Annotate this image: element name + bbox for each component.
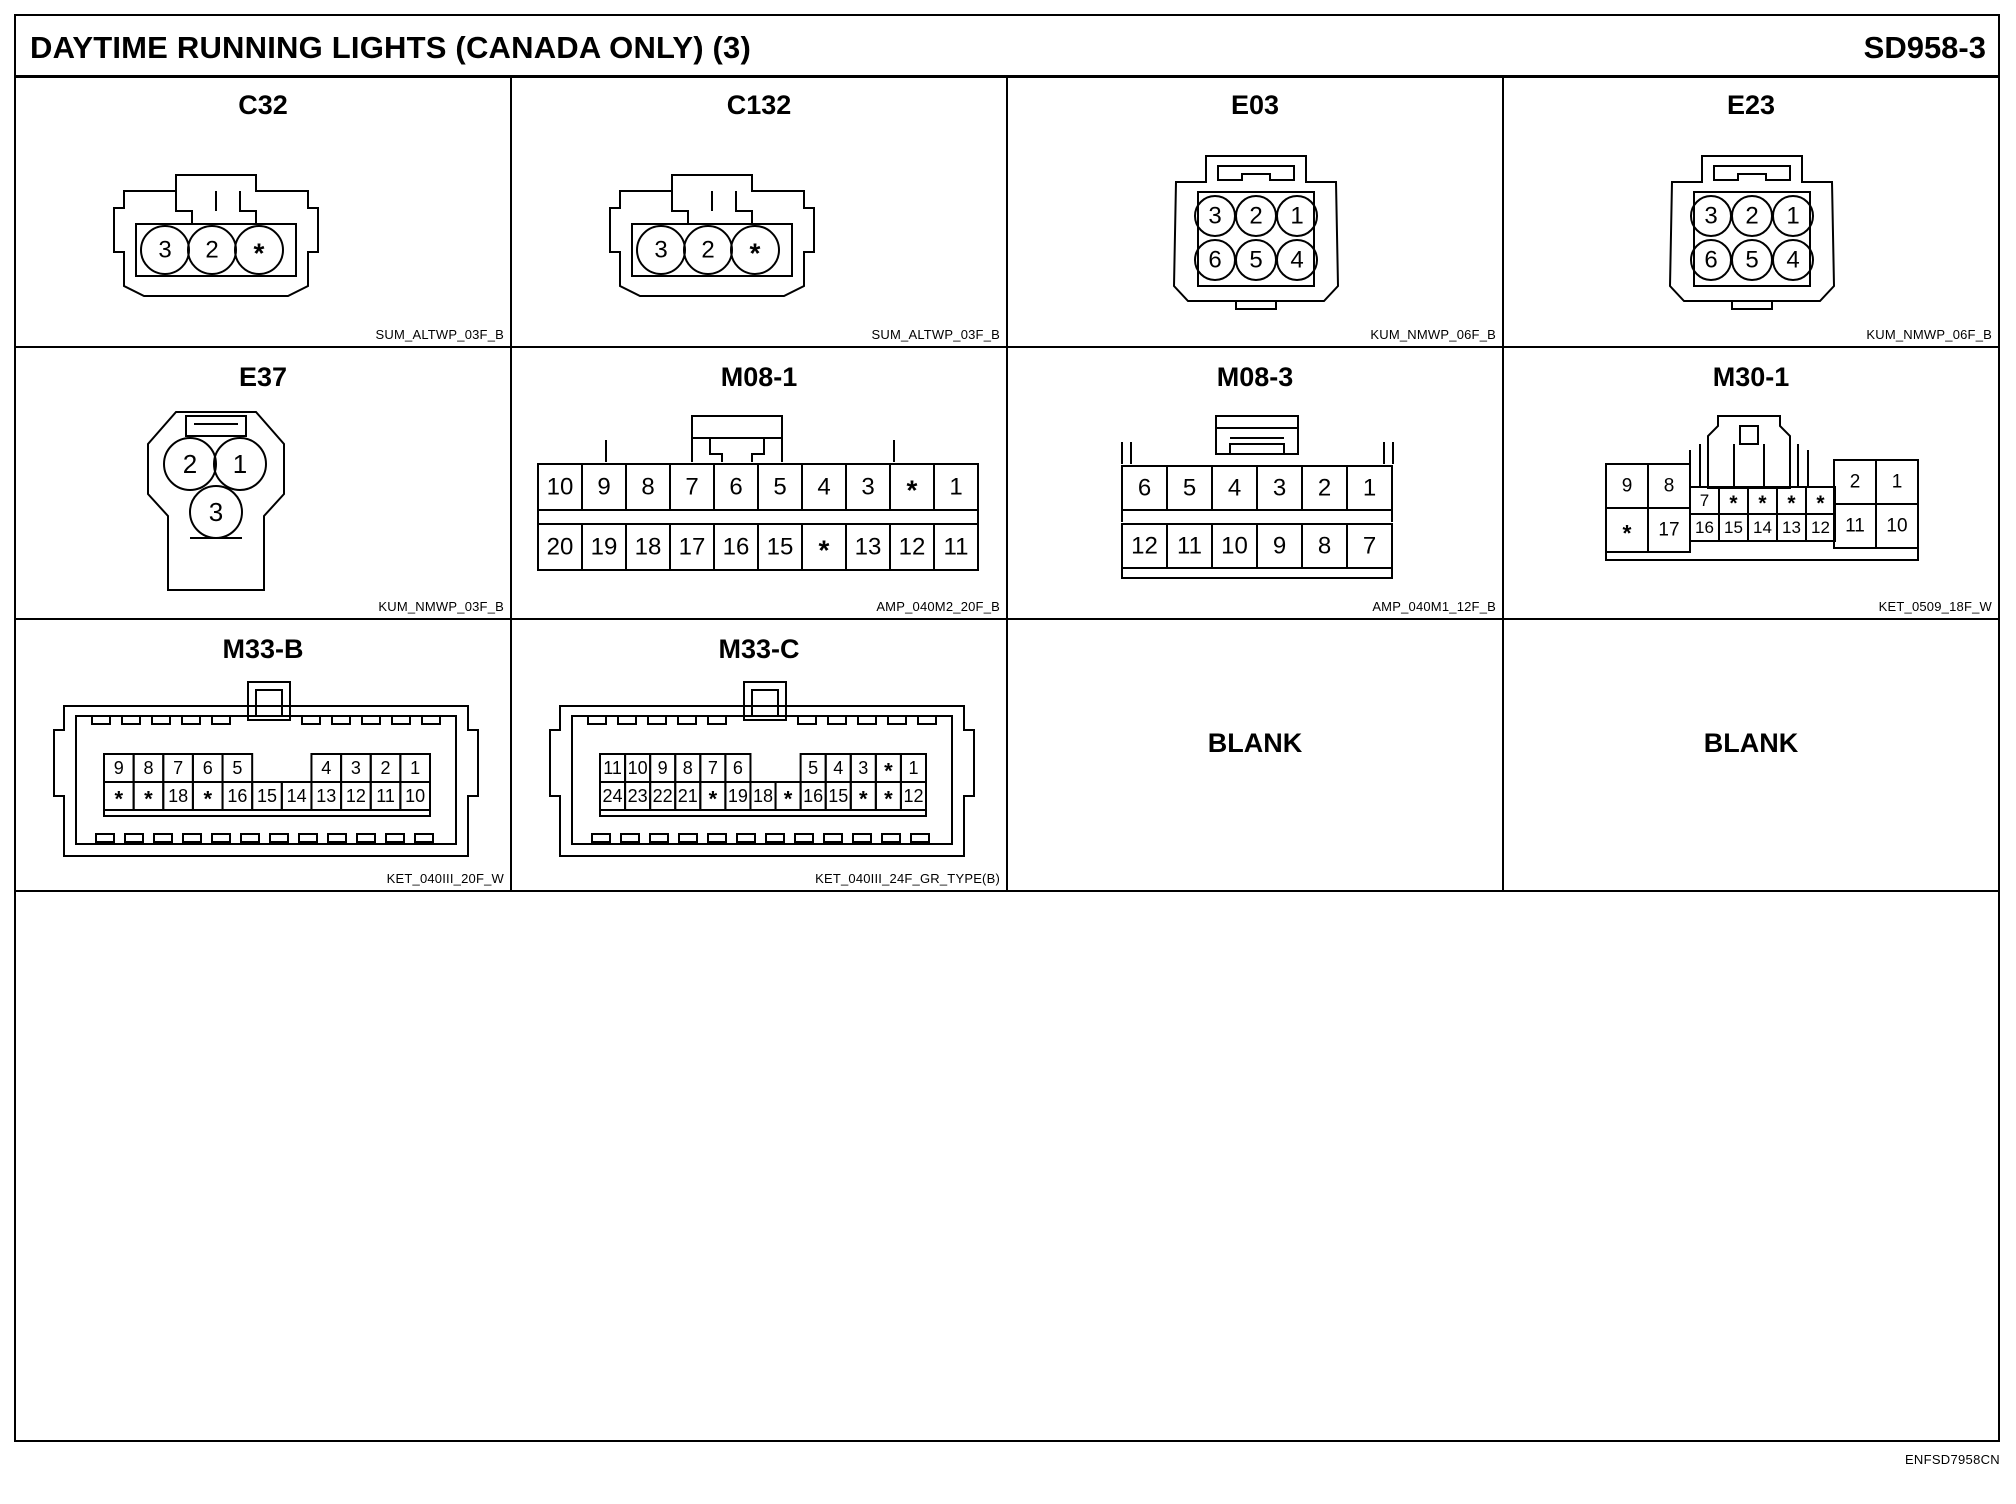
pin-label: 15: [256, 786, 278, 806]
keying-tooth: [882, 834, 900, 842]
pin-label: *: [253, 237, 265, 269]
pin-label: 13: [1782, 518, 1801, 537]
connector-label: M08-3: [1216, 362, 1294, 392]
keying-tooth: [678, 716, 696, 724]
pin-label: 1: [949, 473, 963, 501]
pin-label: 8: [1317, 532, 1332, 560]
keying-tooth: [152, 716, 170, 724]
pin-label: 14: [286, 786, 307, 806]
pin-label: 6: [729, 473, 743, 501]
connector-label: C32: [238, 90, 288, 120]
connector-cell: [1504, 620, 1998, 892]
keying-tooth: [299, 834, 317, 842]
pin-label: 6: [732, 758, 743, 778]
diagram-sheet: [14, 14, 2000, 1442]
pin-label: 5: [1182, 474, 1197, 502]
pin-label: 3: [208, 497, 224, 527]
pin-label: 14: [1753, 518, 1772, 537]
pin-label: 9: [657, 758, 668, 778]
pin-label: 4: [1227, 474, 1242, 502]
keying-tooth: [679, 834, 697, 842]
pin-label: *: [749, 237, 761, 269]
pin-label: 12: [345, 786, 366, 806]
latch-outline: [752, 690, 778, 716]
pin-label: 1: [1891, 471, 1903, 493]
latch-outline: [1734, 444, 1764, 488]
connector-diagram: [1504, 348, 2000, 618]
pin-label: 2: [1849, 471, 1861, 493]
connector-part-number: KET_040III_24F_GR_TYPE(B): [815, 871, 1000, 886]
connector-part-number: AMP_040M2_20F_B: [876, 599, 1000, 614]
guide-post: [606, 440, 894, 462]
connector-part-number: KET_040III_20F_W: [386, 871, 504, 886]
pin-label: 5: [232, 758, 243, 778]
connector-cell: [16, 620, 512, 892]
pin-label: 19: [590, 533, 618, 561]
connector-diagram: [16, 76, 512, 346]
keying-tooth: [648, 716, 666, 724]
pin-label: 6: [202, 758, 213, 778]
pin-label: 1: [1290, 202, 1304, 230]
pin-label: 16: [227, 786, 248, 806]
keying-tooth: [824, 834, 842, 842]
connector-cell: [16, 76, 512, 348]
keying-tooth: [212, 716, 230, 724]
pin-label: 4: [833, 758, 844, 778]
keying-tooth: [621, 834, 639, 842]
keying-tooth: [650, 834, 668, 842]
connector-diagram: [1008, 348, 1504, 618]
keying-tooth: [708, 716, 726, 724]
pin-label: *: [884, 786, 893, 812]
pin-label: *: [144, 786, 153, 812]
pin-label: 17: [678, 533, 706, 561]
connector-diagram: [1008, 76, 1504, 346]
pin-label: 12: [1811, 518, 1830, 537]
inner-outline: [572, 716, 952, 844]
latch-outline: [1216, 416, 1298, 454]
latch-outline: [256, 690, 282, 716]
keying-tooth: [270, 834, 288, 842]
keying-tooth: [302, 716, 320, 724]
key-tab: [1732, 301, 1772, 309]
keying-tooth: [92, 716, 110, 724]
pin-label: 21: [677, 786, 698, 806]
pin-label: 3: [350, 758, 361, 778]
latch-outline: [176, 191, 256, 224]
pin-label: *: [1622, 520, 1632, 546]
keying-tooth: [96, 834, 114, 842]
connector-label: C132: [726, 90, 792, 120]
pin-label: 17: [1658, 519, 1680, 541]
connector-cell: [512, 76, 1008, 348]
pin-label: 8: [143, 758, 154, 778]
connector-part-number: KUM_NMWP_03F_B: [378, 599, 504, 614]
keying-tooth: [212, 834, 230, 842]
connector-diagram: [16, 348, 512, 618]
pin-label: 5: [1745, 246, 1759, 274]
keying-tooth: [858, 716, 876, 724]
pin-label: 18: [634, 533, 662, 561]
pin-label: 20: [546, 533, 574, 561]
pin-label: 7: [1699, 491, 1710, 510]
connector-part-number: SUM_ALTWP_03F_B: [375, 327, 504, 342]
connector-cell: [1008, 348, 1504, 620]
pin-label: 9: [113, 758, 124, 778]
keying-tooth: [392, 716, 410, 724]
pin-label: 13: [316, 786, 337, 806]
pin-label: 3: [858, 758, 869, 778]
pin-label: 7: [173, 758, 184, 778]
pin-label: 2: [1249, 202, 1263, 230]
empty-area: [16, 892, 1998, 1440]
latch-outline: [744, 682, 786, 720]
keying-tooth: [853, 834, 871, 842]
pin-label: 2: [1745, 202, 1759, 230]
connector-cell: [16, 348, 512, 620]
keying-tooth: [708, 834, 726, 842]
latch-outline: [1714, 166, 1790, 180]
keying-tooth: [828, 716, 846, 724]
pin-label: 3: [1208, 202, 1222, 230]
pin-label: 1: [232, 449, 248, 479]
pin-label: *: [884, 758, 893, 784]
connector-label: M33-B: [222, 634, 304, 664]
latch-outline: [248, 682, 290, 720]
blank-label: BLANK: [1207, 728, 1303, 758]
keying-tooth: [415, 834, 433, 842]
pin-label: 11: [603, 758, 622, 778]
pin-label: 10: [1886, 515, 1908, 537]
keying-tooth: [795, 834, 813, 842]
pin-label: 11: [376, 786, 395, 806]
keying-tooth: [386, 834, 404, 842]
pin-label: *: [906, 474, 918, 506]
latch-outline: [1740, 426, 1758, 444]
connector-diagram: [512, 348, 1008, 618]
pin-label: 7: [685, 473, 699, 501]
connector-diagram: [16, 620, 512, 890]
connector-label: M08-1: [720, 362, 798, 392]
keying-tooth: [241, 834, 259, 842]
keying-tooth: [125, 834, 143, 842]
pin-label: *: [859, 786, 868, 812]
connector-part-number: KUM_NMWP_06F_B: [1866, 327, 1992, 342]
keying-tooth: [183, 834, 201, 842]
pin-label: *: [114, 786, 124, 812]
pin-label: 22: [652, 786, 673, 806]
latch-outline: [1218, 166, 1294, 180]
pin-label: 18: [168, 786, 189, 806]
keying-tooth: [588, 716, 606, 724]
pin-label: *: [1787, 492, 1796, 515]
page-title: DAYTIME RUNNING LIGHTS (CANADA ONLY) (3): [30, 30, 752, 65]
pin-label: *: [1816, 492, 1825, 515]
connector-part-number: AMP_040M1_12F_B: [1372, 599, 1496, 614]
pin-label: 19: [727, 786, 748, 806]
keying-tooth: [798, 716, 816, 724]
pin-label: 2: [701, 236, 715, 264]
housing-outline: [1606, 548, 1918, 560]
connector-label: M33-C: [718, 634, 800, 664]
pin-label: *: [203, 786, 213, 812]
pin-label: 11: [1845, 515, 1865, 537]
pin-label: 7: [707, 758, 718, 778]
keying-tooth: [357, 834, 375, 842]
pin-label: 12: [898, 533, 926, 561]
connector-label: M30-1: [1712, 362, 1790, 392]
keying-tooth: [618, 716, 636, 724]
divider-strip: [538, 510, 978, 524]
pin-label: 16: [803, 786, 824, 806]
pin-label: 8: [682, 758, 693, 778]
pin-label: 12: [903, 786, 924, 806]
pin-label: 1: [908, 758, 919, 778]
connector-diagram: [1504, 76, 2000, 346]
keying-tooth: [328, 834, 346, 842]
keying-tooth: [182, 716, 200, 724]
pin-label: 5: [808, 758, 819, 778]
keying-tooth: [888, 716, 906, 724]
pin-label: 9: [597, 473, 611, 501]
pin-label: *: [783, 786, 793, 812]
pin-label: 5: [773, 473, 787, 501]
pin-label: 12: [1131, 532, 1158, 560]
divider-strip: [1122, 510, 1392, 522]
connector-cell: [1008, 620, 1504, 892]
pin-label: *: [818, 534, 830, 566]
connector-label: E23: [1726, 90, 1776, 120]
keying-tooth: [332, 716, 350, 724]
pin-label: 4: [817, 473, 831, 501]
pin-label: 15: [766, 533, 794, 561]
pin-label: 11: [1177, 532, 1202, 560]
pin-label: 10: [627, 758, 648, 778]
latch-outline: [692, 438, 782, 462]
connector-part-number: KET_0509_18F_W: [1878, 599, 1992, 614]
connector-diagram: [512, 76, 1008, 346]
pin-label: 1: [1362, 474, 1377, 502]
pin-label: 3: [861, 473, 875, 501]
pin-label: 9: [1621, 475, 1633, 497]
pin-label: 1: [1786, 202, 1800, 230]
connector-diagram: [512, 620, 1008, 890]
connector-cell: [512, 348, 1008, 620]
blank-label: BLANK: [1703, 728, 1799, 758]
pin-label: 4: [321, 758, 332, 778]
pin-label: 2: [380, 758, 391, 778]
keying-tooth: [737, 834, 755, 842]
pin-label: 4: [1290, 246, 1304, 274]
pin-label: 5: [1249, 246, 1263, 274]
pin-label: 10: [405, 786, 426, 806]
connector-part-number: SUM_ALTWP_03F_B: [871, 327, 1000, 342]
housing-outline: [1122, 568, 1392, 578]
pin-label: 3: [1272, 474, 1287, 502]
latch-outline: [672, 191, 752, 224]
latch-outline: [186, 416, 246, 436]
keying-tooth: [154, 834, 172, 842]
pin-label: *: [1758, 492, 1767, 515]
pin-label: 1: [410, 758, 421, 778]
keying-tooth: [918, 716, 936, 724]
pin-label: 2: [1317, 474, 1332, 502]
title-bar: [16, 16, 1998, 78]
pin-label: 6: [1704, 246, 1718, 274]
pin-label: 16: [722, 533, 750, 561]
pin-label: 3: [654, 236, 668, 264]
pin-label: 3: [1704, 202, 1718, 230]
pin-label: 11: [943, 533, 969, 561]
sheet-code: SD958-3: [1863, 30, 1986, 65]
pin-label: 2: [182, 449, 198, 479]
connector-label: E37: [238, 362, 288, 392]
pin-label: 23: [627, 786, 648, 806]
pin-label: 10: [1221, 532, 1248, 560]
pin-label: 3: [158, 236, 172, 264]
pin-label: 9: [1272, 532, 1287, 560]
pin-label: 13: [854, 533, 882, 561]
pin-label: 10: [546, 473, 574, 501]
keying-tooth: [362, 716, 380, 724]
connector-cell: [1008, 76, 1504, 348]
pin-label: *: [1729, 492, 1738, 515]
connector-label: E03: [1230, 90, 1280, 120]
connector-part-number: KUM_NMWP_06F_B: [1370, 327, 1496, 342]
pin-label: 8: [641, 473, 655, 501]
connector-cell: [1504, 348, 1998, 620]
latch-outline: [692, 416, 782, 438]
pin-label: 24: [602, 786, 623, 806]
pin-label: 6: [1208, 246, 1222, 274]
pin-label: 6: [1137, 474, 1152, 502]
connector-cell: [1504, 76, 1998, 348]
pin-label: 15: [828, 786, 849, 806]
keying-tooth: [122, 716, 140, 724]
key-tab: [1236, 301, 1276, 309]
keying-tooth: [766, 834, 784, 842]
pin-label: 16: [1695, 518, 1714, 537]
keying-tooth: [422, 716, 440, 724]
latch-outline: [1216, 428, 1298, 454]
pin-label: 2: [205, 236, 219, 264]
footer-code: ENFSD7958CN: [1904, 1452, 2000, 1467]
pin-label: *: [708, 786, 718, 812]
pin-label: 8: [1663, 475, 1675, 497]
pin-label: 15: [1724, 518, 1743, 537]
pin-label: 4: [1786, 246, 1800, 274]
keying-tooth: [911, 834, 929, 842]
pin-label: 7: [1362, 532, 1377, 560]
keying-tooth: [592, 834, 610, 842]
connector-cell: [512, 620, 1008, 892]
pin-label: 18: [752, 786, 774, 806]
